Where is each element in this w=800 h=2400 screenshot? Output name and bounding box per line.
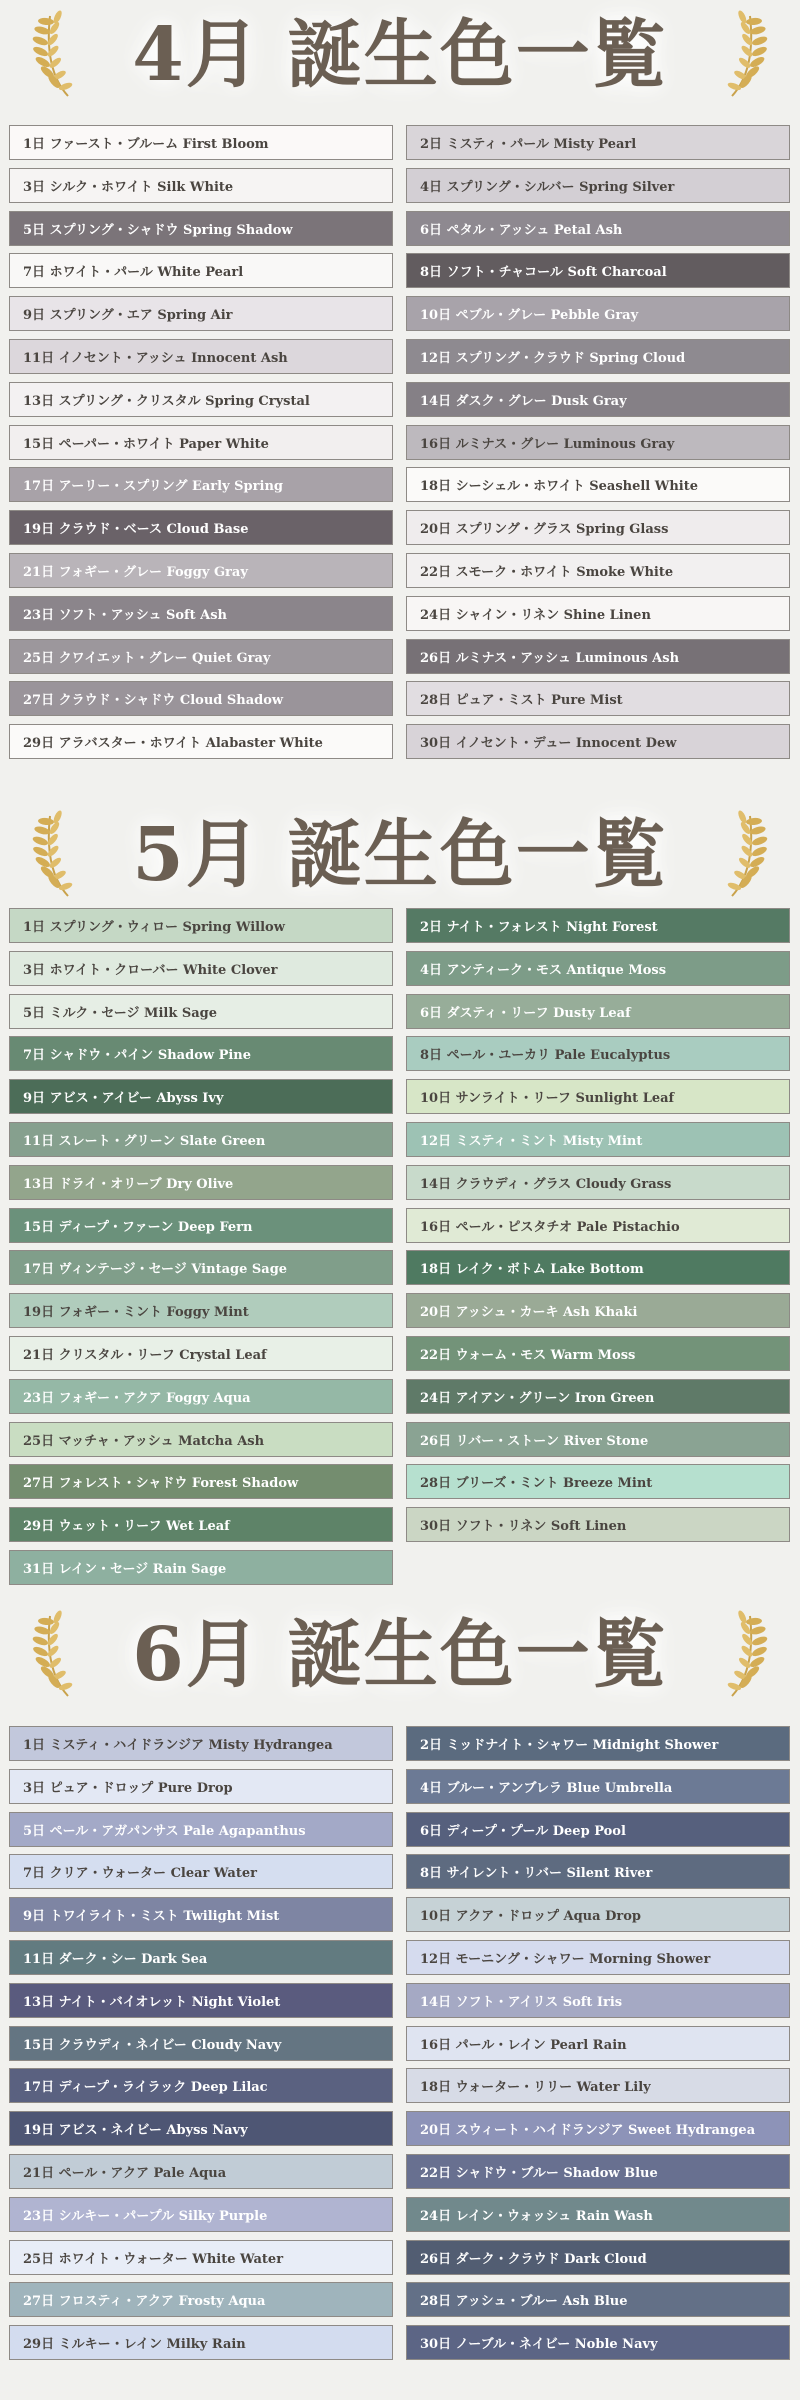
section-title — [0, 1600, 800, 1710]
color-swatch-cell: 11日 スレート・グリーン Slate Green — [9, 1122, 393, 1157]
color-swatch-cell: 23日 シルキー・パープル Silky Purple — [9, 2197, 393, 2232]
color-swatch-cell: 8日 ソフト・チャコール Soft Charcoal — [406, 253, 790, 288]
color-swatch-cell: 28日 アッシュ・ブルー Ash Blue — [406, 2282, 790, 2317]
color-swatch-cell: 8日 サイレント・リバー Silent River — [406, 1854, 790, 1889]
color-swatch-cell: 25日 クワイエット・グレー Quiet Gray — [9, 639, 393, 674]
color-swatch-cell: 6日 ペタル・アッシュ Petal Ash — [406, 211, 790, 246]
color-swatch-cell: 24日 シャイン・リネン Shine Linen — [406, 596, 790, 631]
color-swatch-cell: 30日 ソフト・リネン Soft Linen — [406, 1507, 790, 1542]
month-section-may — [0, 800, 800, 1577]
color-swatch-cell: 22日 ウォーム・モス Warm Moss — [406, 1336, 790, 1371]
color-swatch-cell: 2日 ミッドナイト・シャワー Midnight Shower — [406, 1726, 790, 1761]
color-swatch-cell: 14日 クラウディ・グラス Cloudy Grass — [406, 1165, 790, 1200]
color-swatch-cell: 6日 ダスティ・リーフ Dusty Leaf — [406, 994, 790, 1029]
laurel-icon — [720, 1610, 770, 1700]
color-swatch-cell: 25日 マッチャ・アッシュ Matcha Ash — [9, 1422, 393, 1457]
color-swatch-cell: 13日 ナイト・バイオレット Night Violet — [9, 1983, 393, 2018]
month-label: 5月 — [132, 812, 262, 898]
color-swatch-cell: 7日 クリア・ウォーター Clear Water — [9, 1854, 393, 1889]
section-header — [0, 0, 800, 110]
section-title — [0, 800, 800, 910]
color-swatch-cell: 9日 スプリング・エア Spring Air — [9, 296, 393, 331]
color-swatch-cell: 3日 シルク・ホワイト Silk White — [9, 168, 393, 203]
section-header — [0, 800, 800, 910]
section-header — [0, 1600, 800, 1710]
color-swatch-cell: 16日 ルミナス・グレー Luminous Gray — [406, 425, 790, 460]
color-swatch-cell: 9日 アビス・アイビー Abyss Ivy — [9, 1079, 393, 1114]
color-swatch-cell: 28日 ブリーズ・ミント Breeze Mint — [406, 1464, 790, 1499]
color-swatch-cell: 20日 スプリング・グラス Spring Glass — [406, 510, 790, 545]
color-swatch-cell: 29日 ウェット・リーフ Wet Leaf — [9, 1507, 393, 1542]
color-swatch-cell: 17日 アーリー・スプリング Early Spring — [9, 467, 393, 502]
color-swatch-cell: 11日 イノセント・アッシュ Innocent Ash — [9, 339, 393, 374]
color-swatch-cell: 22日 シャドウ・ブルー Shadow Blue — [406, 2154, 790, 2189]
color-swatch-cell: 15日 クラウディ・ネイビー Cloudy Navy — [9, 2026, 393, 2061]
color-swatch-cell: 14日 ソフト・アイリス Soft Iris — [406, 1983, 790, 2018]
color-swatch-cell: 5日 スプリング・シャドウ Spring Shadow — [9, 211, 393, 246]
color-swatch-cell: 29日 ミルキー・レイン Milky Rain — [9, 2325, 393, 2360]
color-swatch-cell: 26日 リバー・ストーン River Stone — [406, 1422, 790, 1457]
color-swatch-cell: 8日 ペール・ユーカリ Pale Eucalyptus — [406, 1036, 790, 1071]
color-swatch-cell: 18日 レイク・ボトム Lake Bottom — [406, 1250, 790, 1285]
color-swatch-cell: 27日 クラウド・シャドウ Cloud Shadow — [9, 681, 393, 716]
color-swatch-cell: 30日 ノーブル・ネイビー Noble Navy — [406, 2325, 790, 2360]
color-swatch-cell: 17日 ヴィンテージ・セージ Vintage Sage — [9, 1250, 393, 1285]
color-swatch-cell: 12日 スプリング・クラウド Spring Cloud — [406, 339, 790, 374]
color-swatch-cell: 30日 イノセント・デュー Innocent Dew — [406, 724, 790, 759]
heading-label: 誕生色一覧 — [287, 12, 668, 98]
color-swatch-cell: 10日 サンライト・リーフ Sunlight Leaf — [406, 1079, 790, 1114]
month-label: 4月 — [132, 12, 262, 98]
color-swatch-cell: 7日 シャドウ・パイン Shadow Pine — [9, 1036, 393, 1071]
color-swatch-cell: 7日 ホワイト・パール White Pearl — [9, 253, 393, 288]
color-swatch-cell: 4日 スプリング・シルバー Spring Silver — [406, 168, 790, 203]
color-swatch-cell: 13日 スプリング・クリスタル Spring Crystal — [9, 382, 393, 417]
color-swatch-cell: 27日 フォレスト・シャドウ Forest Shadow — [9, 1464, 393, 1499]
color-swatch-cell: 2日 ミスティ・パール Misty Pearl — [406, 125, 790, 160]
heading-label: 誕生色一覧 — [287, 1612, 668, 1698]
color-swatch-cell: 4日 ブルー・アンブレラ Blue Umbrella — [406, 1769, 790, 1804]
color-swatch-cell: 1日 ミスティ・ハイドランジア Misty Hydrangea — [9, 1726, 393, 1761]
color-swatch-cell: 19日 フォギー・ミント Foggy Mint — [9, 1293, 393, 1328]
color-swatch-cell: 4日 アンティーク・モス Antique Moss — [406, 951, 790, 986]
color-swatch-cell: 19日 アビス・ネイビー Abyss Navy — [9, 2111, 393, 2146]
color-swatch-cell: 25日 ホワイト・ウォーター White Water — [9, 2240, 393, 2275]
color-swatch-cell: 21日 フォギー・グレー Foggy Gray — [9, 553, 393, 588]
color-swatch-cell: 27日 フロスティ・アクア Frosty Aqua — [9, 2282, 393, 2317]
month-label: 6月 — [132, 1612, 262, 1698]
color-swatch-cell: 16日 ペール・ピスタチオ Pale Pistachio — [406, 1208, 790, 1243]
color-swatch-cell: 17日 ディープ・ライラック Deep Lilac — [9, 2068, 393, 2103]
color-swatch-cell: 28日 ピュア・ミスト Pure Mist — [406, 681, 790, 716]
color-swatch-cell: 6日 ディープ・プール Deep Pool — [406, 1812, 790, 1847]
color-swatch-cell: 10日 アクア・ドロップ Aqua Drop — [406, 1897, 790, 1932]
heading-label: 誕生色一覧 — [287, 812, 668, 898]
color-swatch-cell: 21日 ペール・アクア Pale Aqua — [9, 2154, 393, 2189]
color-swatch-cell: 12日 モーニング・シャワー Morning Shower — [406, 1940, 790, 1975]
color-swatch-cell: 3日 ホワイト・クローバー White Clover — [9, 951, 393, 986]
laurel-icon — [720, 10, 770, 100]
color-swatch-cell: 1日 ファースト・ブルーム First Bloom — [9, 125, 393, 160]
color-swatch-cell: 23日 フォギー・アクア Foggy Aqua — [9, 1379, 393, 1414]
color-swatch-cell: 2日 ナイト・フォレスト Night Forest — [406, 908, 790, 943]
color-swatch-cell: 18日 シーシェル・ホワイト Seashell White — [406, 467, 790, 502]
color-swatch-cell: 19日 クラウド・ベース Cloud Base — [9, 510, 393, 545]
month-section-april — [0, 0, 800, 751]
color-swatch-cell: 12日 ミスティ・ミント Misty Mint — [406, 1122, 790, 1157]
color-swatch-cell: 26日 ダーク・クラウド Dark Cloud — [406, 2240, 790, 2275]
color-swatch-cell: 5日 ペール・アガパンサス Pale Agapanthus — [9, 1812, 393, 1847]
color-swatch-cell: 16日 パール・レイン Pearl Rain — [406, 2026, 790, 2061]
color-swatch-cell: 29日 アラバスター・ホワイト Alabaster White — [9, 724, 393, 759]
section-title — [0, 0, 800, 110]
color-swatch-cell: 15日 ディープ・ファーン Deep Fern — [9, 1208, 393, 1243]
color-swatch-cell: 24日 レイン・ウォッシュ Rain Wash — [406, 2197, 790, 2232]
color-swatch-cell: 20日 アッシュ・カーキ Ash Khaki — [406, 1293, 790, 1328]
color-swatch-cell: 21日 クリスタル・リーフ Crystal Leaf — [9, 1336, 393, 1371]
color-swatch-cell: 24日 アイアン・グリーン Iron Green — [406, 1379, 790, 1414]
laurel-icon — [720, 810, 770, 900]
color-swatch-cell: 5日 ミルク・セージ Milk Sage — [9, 994, 393, 1029]
color-swatch-cell: 22日 スモーク・ホワイト Smoke White — [406, 553, 790, 588]
color-swatch-cell: 11日 ダーク・シー Dark Sea — [9, 1940, 393, 1975]
color-swatch-cell: 31日 レイン・セージ Rain Sage — [9, 1550, 393, 1585]
color-swatch-cell: 23日 ソフト・アッシュ Soft Ash — [9, 596, 393, 631]
color-swatch-cell: 9日 トワイライト・ミスト Twilight Mist — [9, 1897, 393, 1932]
color-swatch-cell: 3日 ピュア・ドロップ Pure Drop — [9, 1769, 393, 1804]
color-swatch-cell: 13日 ドライ・オリーブ Dry Olive — [9, 1165, 393, 1200]
color-swatch-cell: 1日 スプリング・ウィロー Spring Willow — [9, 908, 393, 943]
color-swatch-cell: 14日 ダスク・グレー Dusk Gray — [406, 382, 790, 417]
color-swatch-cell: 10日 ペブル・グレー Pebble Gray — [406, 296, 790, 331]
month-section-june — [0, 1600, 800, 2352]
color-swatch-cell: 18日 ウォーター・リリー Water Lily — [406, 2068, 790, 2103]
color-swatch-cell: 20日 スウィート・ハイドランジア Sweet Hydrangea — [406, 2111, 790, 2146]
color-swatch-cell: 15日 ペーパー・ホワイト Paper White — [9, 425, 393, 460]
color-swatch-cell: 26日 ルミナス・アッシュ Luminous Ash — [406, 639, 790, 674]
